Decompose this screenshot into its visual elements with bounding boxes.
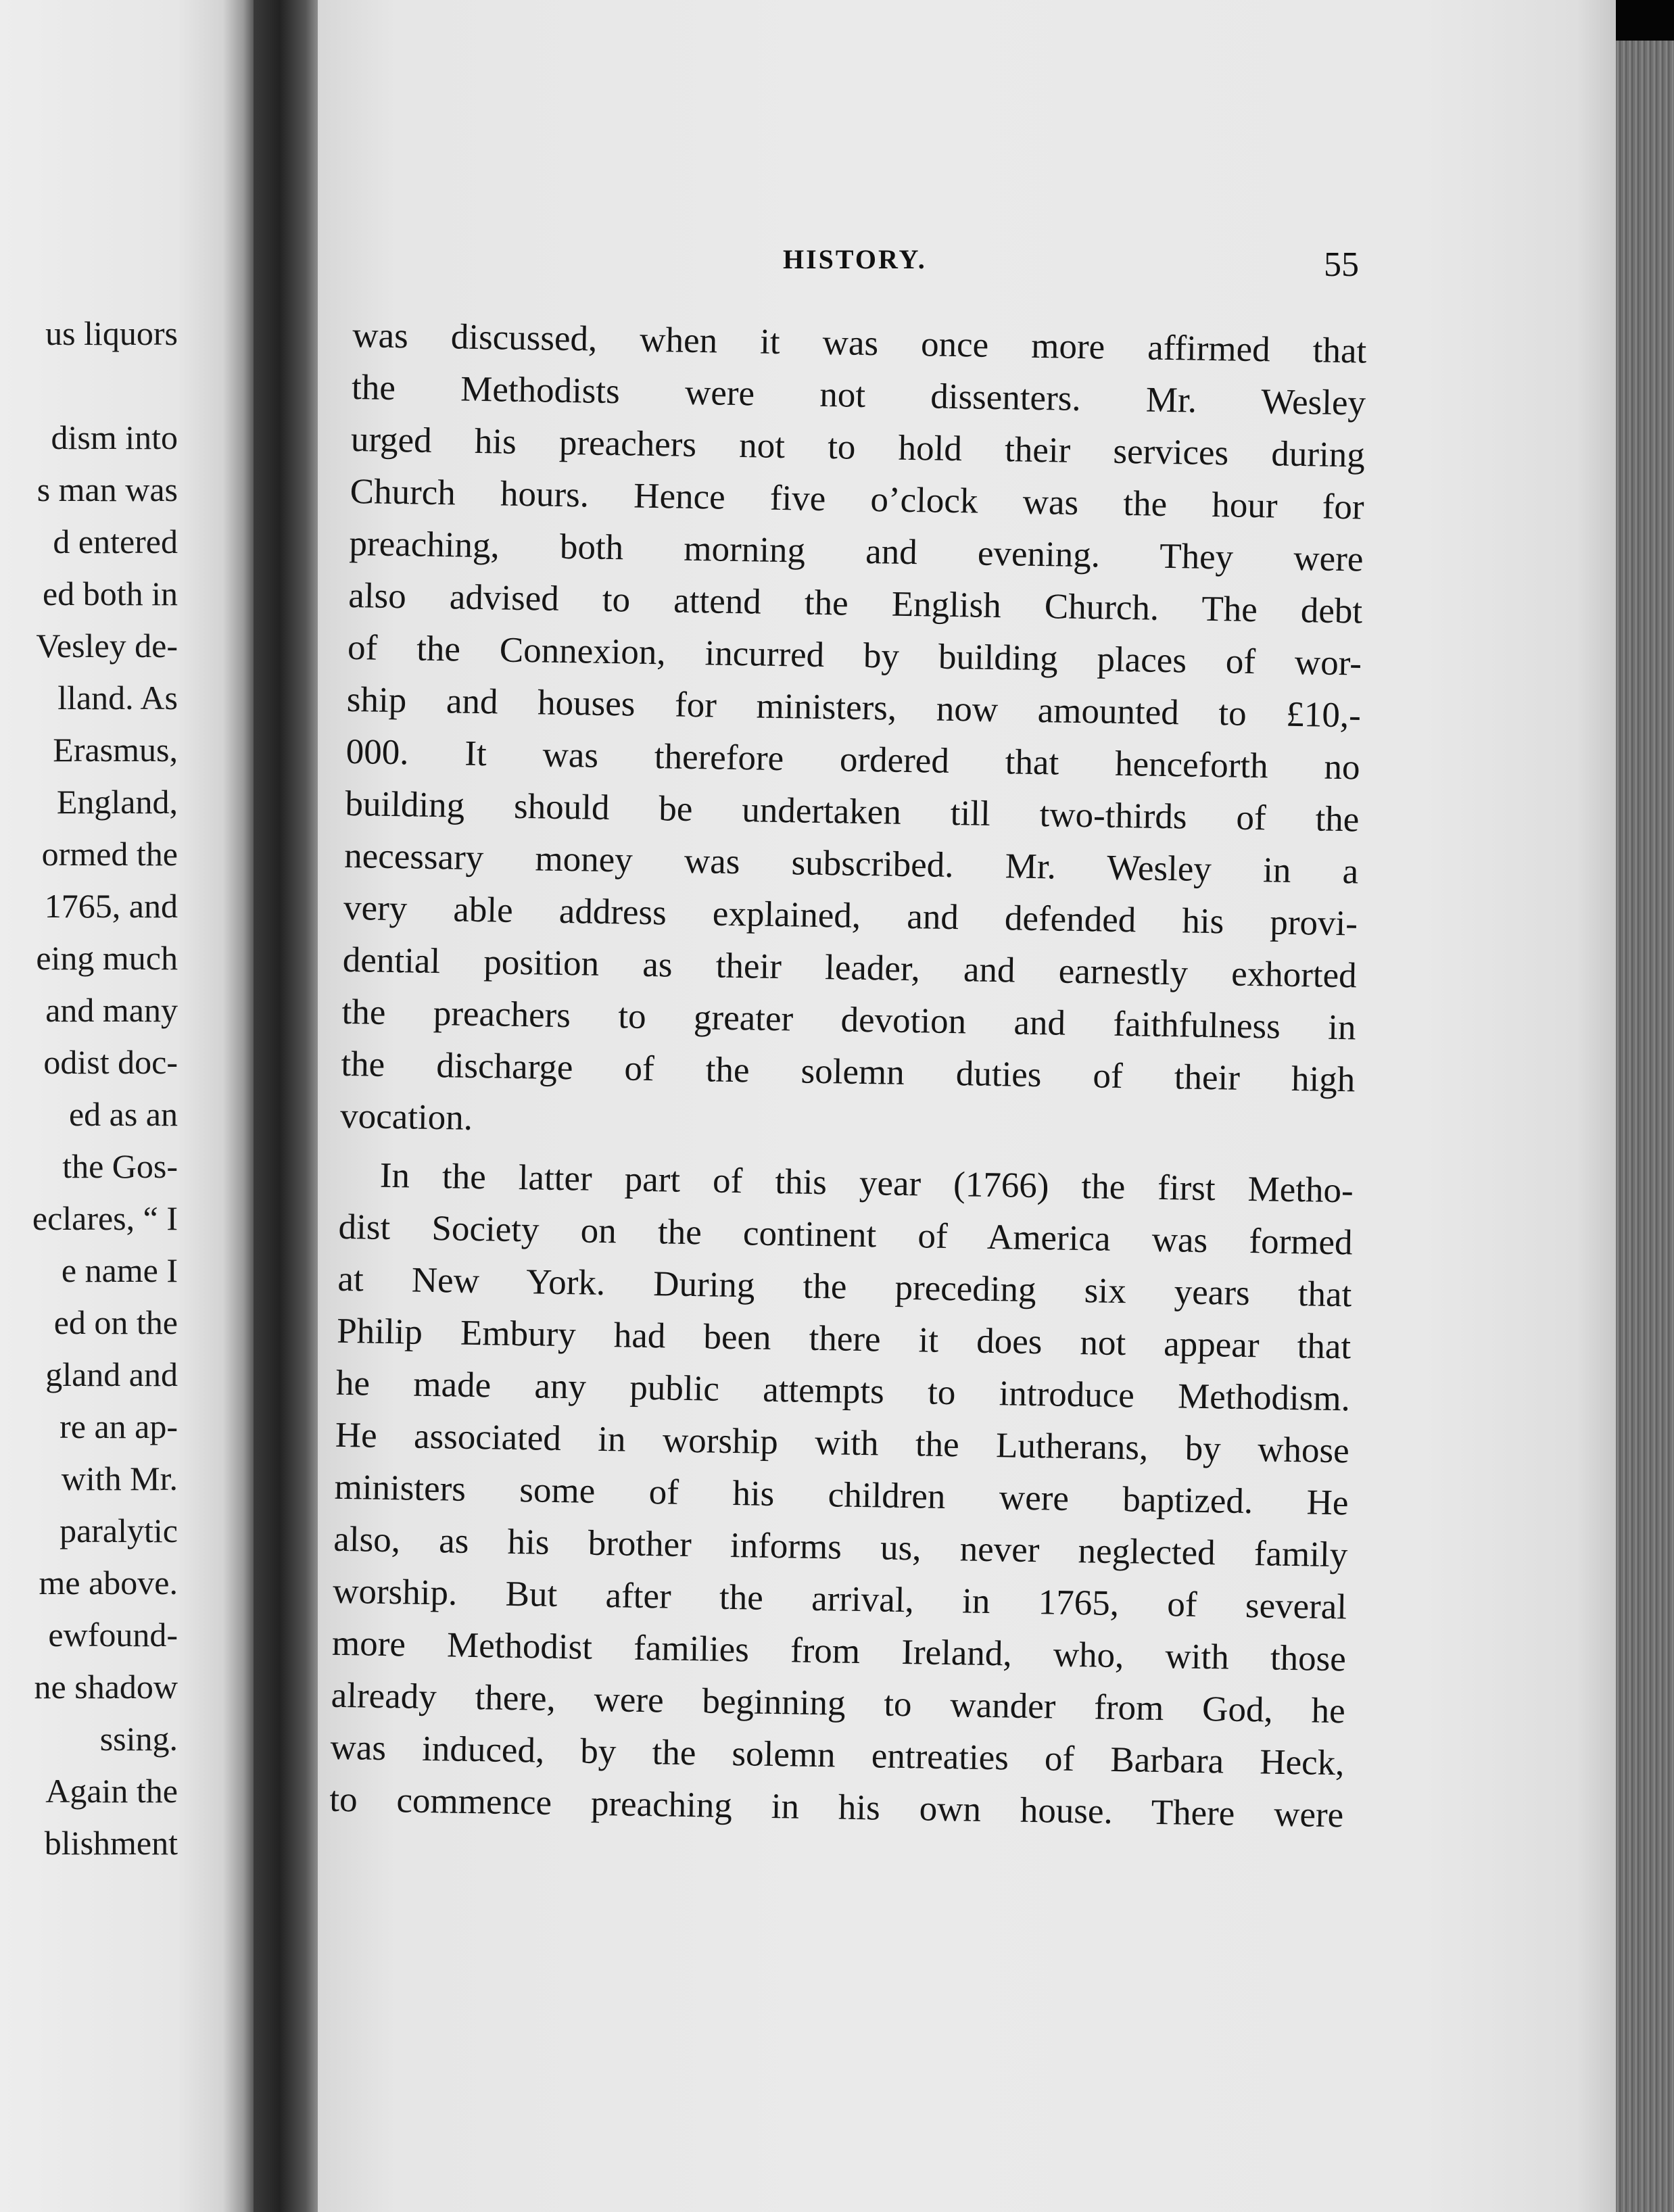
text-line: very able address explained, and defended his provi- [343, 888, 1358, 944]
page-number: 55 [1324, 245, 1359, 284]
text-line: was induced, by the solemn entreaties of Barbara Heck, [330, 1727, 1345, 1783]
left-line: ed on the [53, 1303, 178, 1341]
left-line: re an ap- [59, 1408, 178, 1445]
text-line: preaching, both morning and evening. They were [349, 523, 1364, 579]
left-line: me above. [39, 1564, 178, 1602]
text-line: was discussed, when it was once more affirmed that [352, 315, 1367, 371]
text-line: already there, were beginning to wander from God, he [331, 1675, 1346, 1731]
left-page-text [0, 308, 178, 1869]
text-line: the preachers to greater devotion and faithfulness in [341, 992, 1356, 1048]
text-line: to commence preaching in his own house. There were [329, 1779, 1344, 1835]
text-line: also advised to attend the English Church. The debt [348, 575, 1363, 631]
left-line: with Mr. [61, 1460, 178, 1497]
text-line: urged his preachers not to hold their services during [350, 419, 1366, 475]
left-line: gland and [45, 1355, 178, 1393]
paragraph [340, 310, 1367, 1158]
book-gutter-shadow [254, 0, 328, 2212]
left-line [0, 360, 178, 412]
text-line: the discharge of the solemn duties of their high [341, 1044, 1356, 1100]
text-line: worship. But after the arrival, in 1765, of several [332, 1571, 1347, 1627]
text-line: In the latter part of this year (1766) the first Metho- [379, 1155, 1354, 1211]
left-line: e name I [61, 1251, 178, 1289]
text-line: ministers some of his children were baptized. He [334, 1467, 1349, 1523]
left-line: 1765, and [44, 887, 178, 925]
left-line: Again the [45, 1772, 178, 1810]
left-line: eing much [36, 939, 178, 977]
text-line: also, as his brother informs us, never neglected family [333, 1519, 1348, 1575]
text-line: dist Society on the continent of America was formed [338, 1207, 1353, 1263]
text-line: he made any public attempts to introduce Methodism. [335, 1363, 1351, 1419]
text-line: He associated in worship with the Lutherans, by whose [335, 1415, 1350, 1471]
left-line: eclares, “ I [32, 1199, 178, 1237]
text-line: ship and houses for ministers, now amounted to £10,- [346, 679, 1362, 736]
left-line: d entered [53, 523, 178, 560]
left-line: us liquors [45, 314, 178, 352]
text-line: of the Connexion, incurred by building places of wor- [347, 627, 1362, 683]
left-line: the Gos- [62, 1147, 178, 1185]
text-line: the Methodists were not dissenters. Mr. Wesley [351, 367, 1366, 423]
text-line: vocation. [339, 1096, 473, 1138]
left-line: s man was [37, 471, 178, 508]
text-line: more Methodist families from Ireland, who, with those [331, 1623, 1347, 1679]
text-line: building should be undertaken till two-thirds of the [345, 784, 1360, 840]
left-line: ewfound- [48, 1616, 178, 1654]
left-line: ed both in [43, 575, 178, 612]
text-line: 000. It was therefore ordered that henceforth no [345, 731, 1360, 788]
left-line: paralytic [59, 1512, 178, 1549]
left-line: ed as an [68, 1095, 178, 1133]
left-line: ormed the [41, 835, 178, 873]
text-line: dential position as their leader, and earnestly exhorted [342, 940, 1358, 996]
body-text [329, 310, 1367, 1842]
left-line: England, [56, 783, 178, 821]
left-page [0, 0, 254, 2212]
left-line: blishment [44, 1824, 178, 1862]
text-line: Philip Embury had been there it does not appear that [336, 1311, 1352, 1367]
page-edge [1616, 41, 1674, 2212]
left-line: Erasmus, [53, 731, 178, 769]
running-head: HISTORY. [783, 244, 927, 274]
text-line: at New York. During the preceding six years that [337, 1259, 1352, 1315]
left-line: ssing. [99, 1720, 178, 1758]
text-line: necessary money was subscribed. Mr. Wesley in a [343, 836, 1359, 892]
left-line: Vesley de- [36, 627, 178, 665]
left-line: ne shadow [34, 1668, 178, 1706]
left-line: and many [45, 991, 178, 1029]
text-line: Church hours. Hence five o’clock was the hour for [350, 471, 1365, 527]
left-line: dism into [51, 418, 178, 456]
left-line: lland. As [57, 679, 178, 717]
paragraph [329, 1149, 1354, 1842]
left-line: odist doc- [43, 1043, 178, 1081]
